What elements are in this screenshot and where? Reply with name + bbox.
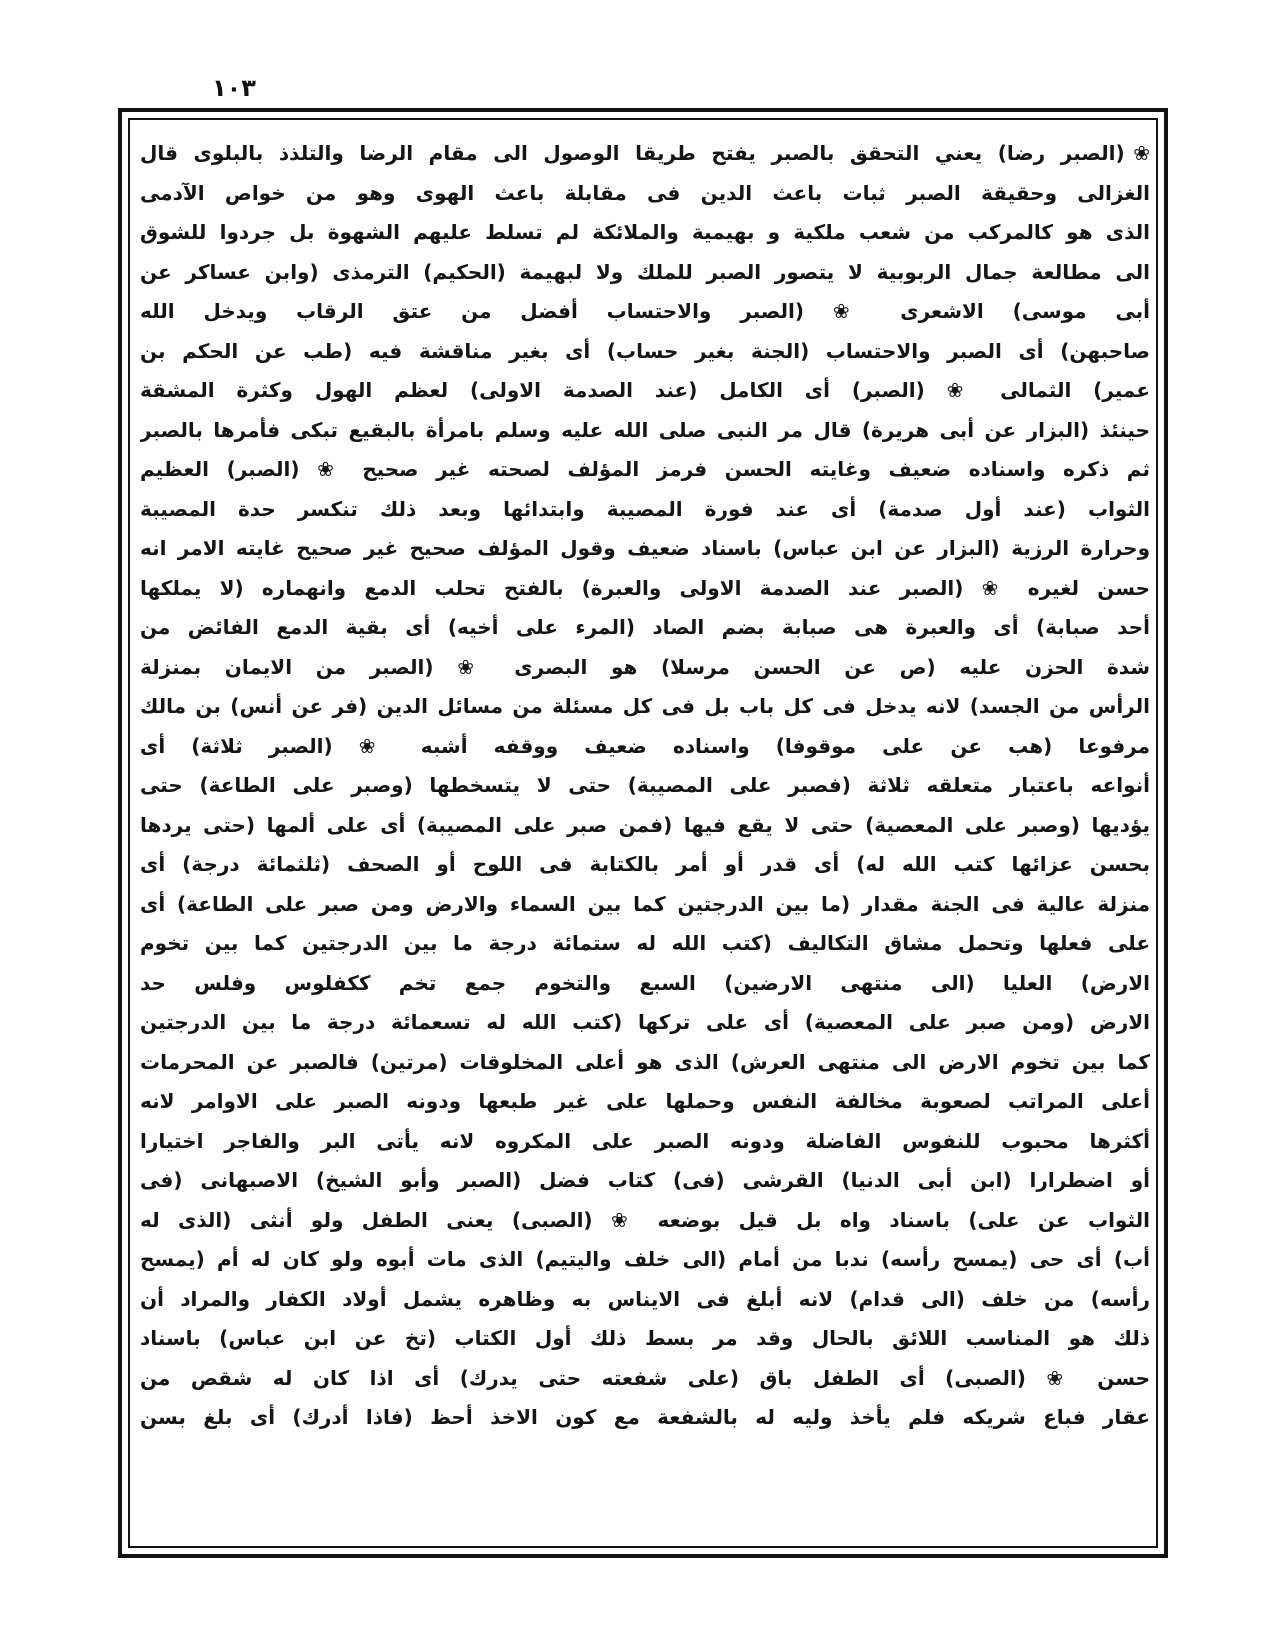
text-line: حسن ❀ (الصبى) أى الطفل باق (على شفعته حتى يدرك) أى اذا كان له شقص من <box>140 1365 1150 1390</box>
text-line: صاحبهن) أى الصبر والاحتساب (الجنة بغير حساب) أى بغير مناقشة فيه (طب عن الحكم بن <box>140 338 1150 363</box>
text-line: عمير) الثمالى ❀ (الصبر) أى الكامل (عند الصدمة الاولى) لعظم الهول وكثرة المشقة <box>140 378 1150 402</box>
text-line: أو اضطرارا (ابن أبى الدنيا) القرشى (فى) كتاب فضل (الصبر وأبو الشيخ) الاصبهانى (فى <box>140 1168 1150 1192</box>
text-line: الى مطالعة جمال الربوبية لا يتصور الصبر للملك ولا لبهيمة (الحكيم) الترمذى (وابن عساكر عن <box>140 259 1150 284</box>
text-line: أبى موسى) الاشعرى ❀ (الصبر والاحتساب أفضل من عتق الرقاب ويدخل الله <box>140 299 1150 323</box>
text-line: عقار فباع شريكه فلم يأخذ وليه له بالشفعة مع كون الاخذ أحظ (فاذا أدرك) أى بلغ بسن <box>140 1405 1150 1429</box>
commentary-text <box>140 134 1150 1540</box>
text-line: الذى هو كالمركب من شعب ملكية و بهيمية والملائكة لم تسلط عليهم الشهوة بل جردوا للشوق <box>140 220 1150 244</box>
text-line: حينئذ (البزار عن أبى هريرة) قال مر النبى صلى الله عليه وسلم بامرأة بالبقيع تبكى فأمرها بالصبر <box>140 417 1150 442</box>
text-line: شدة الحزن عليه (ص عن الحسن مرسلا) هو البصرى ❀ (الصبر من الايمان بمنزلة <box>140 654 1150 679</box>
text-line: رأسه) من خلف (الى قدام) لانه أبلغ فى الايناس به وظاهره يشمل أولاد الكفار والمراد أن <box>140 1286 1150 1311</box>
text-line: أنواعه باعتبار متعلقه ثلاثة (فصبر على المصيبة) حتى لا يتسخطها (وصبر على الطاعة) حتى <box>140 773 1150 797</box>
text-line: مرفوعا (هب عن على موقوفا) واسناده ضعيف ووقفه أشبه ❀ (الصبر ثلاثة) أى <box>140 733 1150 758</box>
text-line: الرأس من الجسد) لانه يدخل فى كل باب بل فى كل مسئلة من مسائل الدين (فر عن أنس) بن مالك <box>140 694 1150 718</box>
text-line: الغزالى وحقيقة الصبر ثبات باعث الدين فى مقابلة باعث الهوى وهو من خواص الآدمى <box>140 180 1150 205</box>
text-line: بحسن عزائها كتب الله له) أى قدر أو أمر بالكتابة فى اللوح أو الصحف (ثلثمائة درجة) أى <box>140 852 1150 876</box>
text-line: ذلك هو المناسب اللائق بالحال وقد مر بسط ذلك أول الكتاب (تخ عن ابن عباس) باسناد <box>140 1326 1150 1350</box>
text-line: كما بين تخوم الارض الى منتهى العرش) الذى هو أعلى المخلوقات (مرتين) فالصبر عن المحرمات <box>140 1049 1150 1074</box>
text-line: الثواب عن على) باسناد واه بل قيل بوضعه ❀ (الصبى) يعنى الطفل ولو أنثى (الذى له <box>140 1207 1150 1232</box>
text-line: وحرارة الرزية (البزار عن ابن عباس) باسناد ضعيف وقول المؤلف صحيح غير صحيح غايته الامر انه <box>140 536 1150 560</box>
text-line: ❀(الصبر رضا) يعني التحقق بالصبر يفتح طريقا الوصول الى مقام الرضا والتلذذ بالبلوى قال <box>140 141 1150 165</box>
text-line: أعلى المراتب لصعوبة مخالفة النفس وحملها على غير طبعها ودونه الصبر على الاوامر لانه <box>140 1089 1150 1113</box>
page-number: ١٠٣ <box>212 74 256 102</box>
text-line: على فعلها وتحمل مشاق التكاليف (كتب الله له ستمائة درجة ما بين الدرجتين كما بين تخوم <box>140 931 1150 955</box>
text-line: أحد صبابة) أى والعبرة هى صبابة بضم الصاد (المرء على أخيه) أى بقية الدمع الفائض من <box>140 615 1150 639</box>
text-line: الارض (ومن صبر على المعصية) أى على تركها (كتب الله له تسعمائة درجة ما بين الدرجتين <box>140 1010 1150 1034</box>
text-line: منزلة عالية فى الجنة مقدار (ما بين الدرجتين كما بين السماء والارض ومن صبر على الطاعة) أى <box>140 891 1150 916</box>
text-line: أكثرها محبوب للنفوس الفاضلة ودونه الصبر على المكروه لانه يأتى البر والفاجر اختيارا <box>140 1128 1150 1153</box>
text-line: الثواب (عند أول صدمة) أى عند فورة المصيبة وابتدائها وبعد ذلك تنكسر حدة المصيبة <box>140 496 1150 521</box>
text-line: ثم ذكره واسناده ضعيف وغايته الحسن فرمز المؤلف لصحته غير صحيح ❀ (الصبر) العظيم <box>140 457 1150 481</box>
text-line: حسن لغيره ❀ (الصبر عند الصدمة الاولى والعبرة) بالفتح تحلب الدمع وانهماره (لا يملكها <box>140 575 1150 600</box>
text-line: يؤديها (وصبر على المعصية) حتى لا يقع فيها (فمن صبر على المصيبة) أى على ألمها (حتى يردها <box>140 812 1150 837</box>
text-line: الارض) العليا (الى منتهى الارضين) السبع والتخوم جمع تخم ككفلوس وفلس حد <box>140 970 1150 995</box>
text-line: أب) أى حى (يمسح رأسه) ندبا من أمام (الى خلف واليتيم) الذى مات أبوه ولو كان له أم (يمسح <box>140 1247 1150 1271</box>
